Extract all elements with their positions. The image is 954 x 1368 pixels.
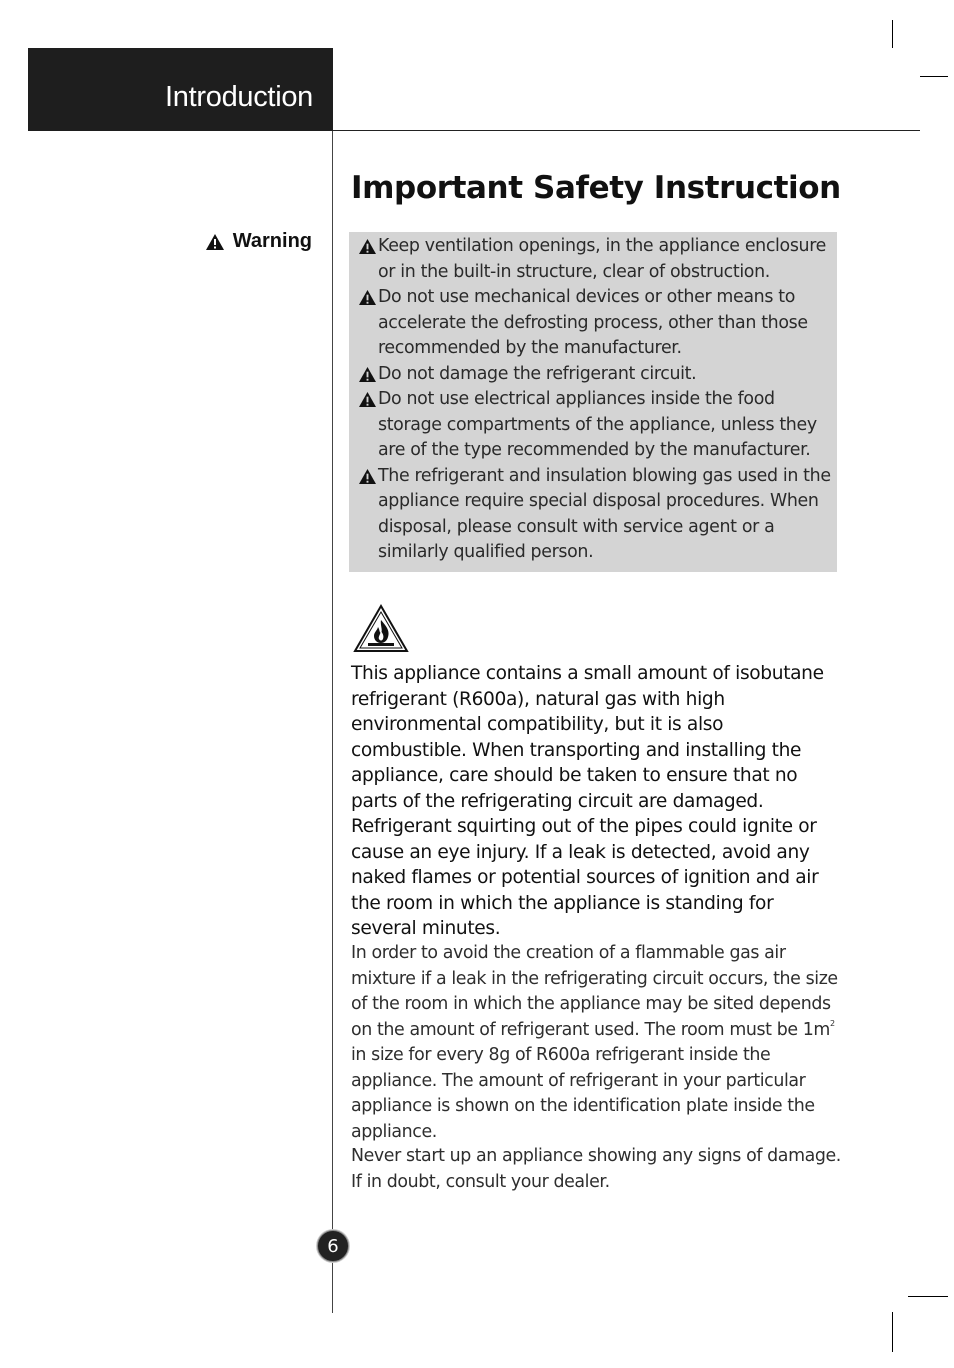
warning-triangle-icon [358, 289, 377, 306]
flammable-hazard-icon [353, 604, 409, 654]
room-size-text: In order to avoid the creation of a flammable gas air mixture if a leak in the refrigerating circuit occurs, the size of the room in which the appliance may be sited depends on the amount of refrigerant used. The room must be 1m [351, 943, 838, 1040]
warning-triangle-icon [358, 468, 377, 485]
warning-list [358, 234, 833, 566]
isobutane-notice: This appliance contains a small amount of isobutane refrigerant (R600a), natural gas with high environmental compatibility, but it is also combustible. When transporting and installing the appliance, care should be taken to ensure that no parts of the refrigerating circuit are damaged. Refrigerant squirting out of the pipes could ignite or cause an eye injury. If a leak is detected, avoid any naked flames or potential sources of ignition and air the room in which the appliance is standing for several minutes. [351, 663, 824, 939]
section-header [28, 48, 333, 131]
warning-item [358, 387, 833, 464]
warning-item [358, 464, 833, 566]
crop-mark [920, 76, 948, 77]
warning-item [358, 285, 833, 362]
damage-notice: Never start up an appliance showing any signs of damage. If in doubt, consult your dealer. [351, 1146, 841, 1192]
warning-triangle-icon [205, 233, 225, 251]
warning-box [349, 232, 837, 572]
room-size-text-cont: in size for every 8g of R600a refrigerant inside the appliance. The amount of refrigerant in your particular appliance is shown on the identification plate inside the appliance. [351, 1045, 815, 1142]
section-title: Introduction [165, 81, 313, 113]
page-number: 6 [317, 1230, 349, 1262]
warning-item [358, 362, 833, 388]
warning-label-text: Warning [232, 230, 312, 252]
room-size-notice [351, 941, 843, 1145]
warning-triangle-icon [358, 238, 377, 255]
warning-item-text: Keep ventilation openings, in the appliance enclosure or in the built-in structure, clear of obstruction. [378, 236, 826, 282]
crop-mark [892, 1312, 893, 1352]
warning-item-text: Do not damage the refrigerant circuit. [378, 363, 697, 384]
crop-mark [892, 20, 893, 48]
warning-triangle-icon [358, 366, 377, 383]
column-divider [332, 131, 333, 1313]
warning-label [205, 230, 312, 253]
warning-triangle-icon [358, 391, 377, 408]
warning-item [358, 234, 833, 285]
warning-item-text: Do not use electrical appliances inside the food storage compartments of the appliance, unless they are of the type recommended by the manufacturer. [378, 389, 817, 460]
header-divider [333, 130, 920, 131]
crop-mark [908, 1296, 948, 1297]
warning-item-text: The refrigerant and insulation blowing gas used in the appliance require special disposal procedures. When disposal, please consult with service agent or a similarly qualified person. [378, 465, 831, 562]
superscript: 2 [829, 1018, 835, 1028]
warning-item-text: Do not use mechanical devices or other means to accelerate the defrosting process, other than those recommended by the manufacturer. [378, 287, 808, 358]
page-title: Important Safety Instruction [351, 170, 841, 206]
